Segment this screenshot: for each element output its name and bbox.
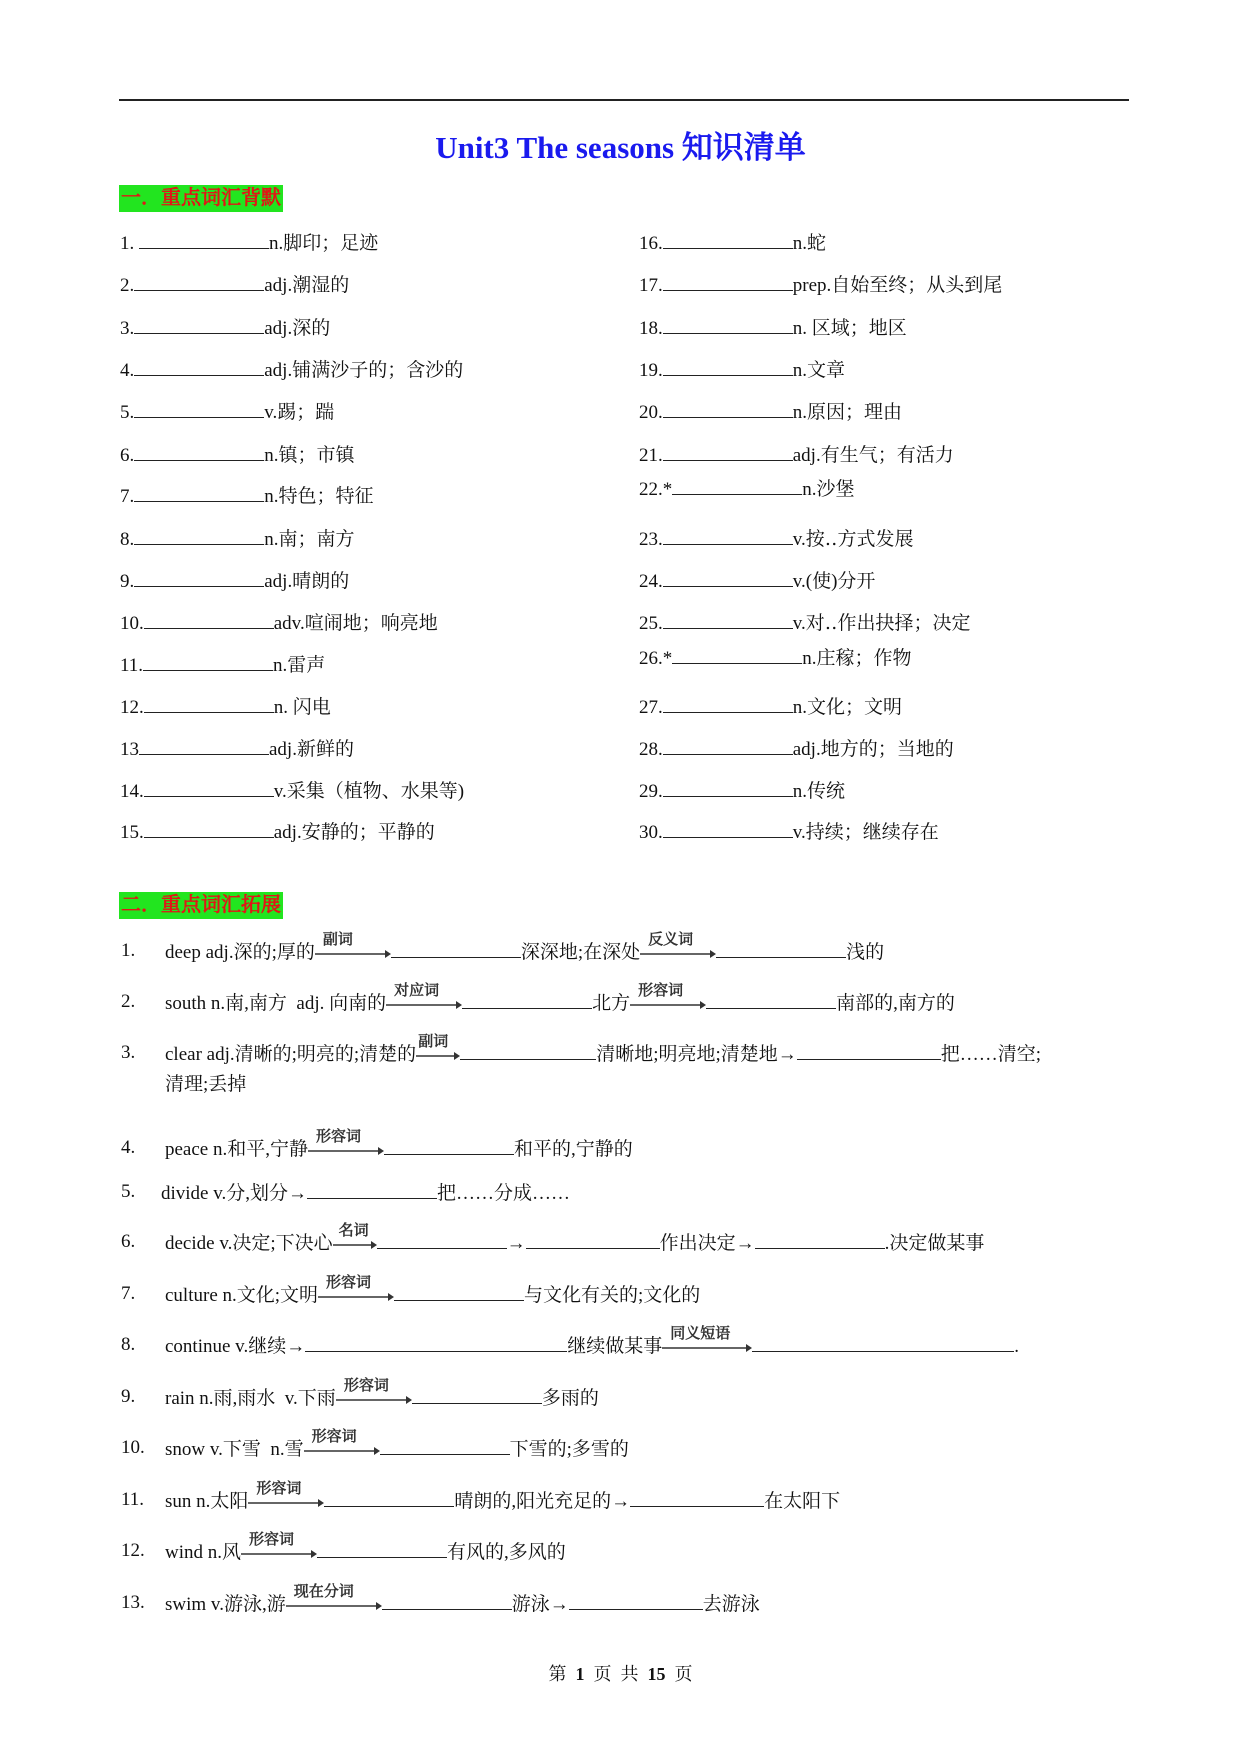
vocab-item <box>639 440 954 468</box>
word-meaning: v.(使)分开 <box>792 571 876 592</box>
answer-blank[interactable] <box>706 988 836 1009</box>
answer-blank[interactable] <box>460 1039 596 1060</box>
word-meaning: v.踢；踹 <box>264 402 335 423</box>
item-number: 8. <box>121 1334 136 1355</box>
word-info: 浅的 <box>846 942 885 963</box>
footer-text: 页 <box>674 1664 693 1684</box>
item-number: 9. <box>121 1386 136 1407</box>
item-number: 25. <box>639 613 663 634</box>
arrow-icon <box>286 1582 382 1619</box>
word-info: 在太阳下 <box>764 1491 841 1512</box>
vocab-item <box>639 270 1002 298</box>
arrow-icon <box>662 1324 752 1361</box>
vocab-item <box>120 524 355 552</box>
item-number: 30. <box>639 822 663 843</box>
vocab-item <box>639 776 845 804</box>
answer-blank[interactable] <box>134 481 264 502</box>
section-1-label: 一．重点词汇背默 <box>119 185 283 212</box>
item-number: 8. <box>120 529 135 550</box>
item-number: 12. <box>121 1540 145 1561</box>
item-number: 23. <box>639 529 663 550</box>
item-number: 13. <box>121 1592 145 1613</box>
answer-blank[interactable] <box>317 1537 447 1558</box>
vocab-item <box>639 734 954 762</box>
arrow-icon <box>630 981 706 1018</box>
vocab-item <box>639 474 855 502</box>
item-number: 28. <box>639 739 663 760</box>
word-info: culture n.文化;文明 <box>165 1285 319 1306</box>
vocab-item <box>120 650 325 678</box>
word-info: decide v.决定;下决心 <box>165 1233 333 1254</box>
vocab-item <box>639 397 902 425</box>
word-info: deep adj.深的;厚的 <box>165 942 315 963</box>
word-info: 北方 <box>592 993 631 1014</box>
answer-blank[interactable] <box>139 228 269 249</box>
word-info: 游泳→ <box>511 1594 569 1615</box>
vocab-item <box>120 566 349 594</box>
word-meaning: adj.铺满沙子的；含沙的 <box>264 360 464 381</box>
item-number: 11. <box>121 1489 145 1510</box>
vocab-item <box>639 608 970 636</box>
answer-blank[interactable] <box>144 608 274 629</box>
answer-blank[interactable] <box>391 937 521 958</box>
item-number: 4. <box>121 1137 136 1158</box>
answer-blank[interactable] <box>305 1331 567 1352</box>
arrow-label: 反义词 <box>648 930 694 948</box>
answer-blank[interactable] <box>324 1486 454 1507</box>
arrow-label: 同义短语 <box>670 1324 731 1342</box>
answer-blank[interactable] <box>526 1228 660 1249</box>
item-number: 1. <box>121 940 136 961</box>
answer-blank[interactable] <box>752 1331 1014 1352</box>
arrow-label: 副词 <box>418 1032 449 1050</box>
item-number: 12. <box>120 697 144 718</box>
item-number: 22.* <box>639 479 673 500</box>
word-info: peace n.和平,宁静 <box>165 1139 308 1160</box>
word-meaning: n.脚印；足迹 <box>269 233 379 254</box>
arrow-label: 形容词 <box>315 1127 361 1145</box>
word-meaning: adj.安静的；平静的 <box>273 822 435 843</box>
arrow-label: 形容词 <box>326 1273 372 1291</box>
word-info: 晴朗的,阳光充足的→ <box>454 1491 631 1512</box>
item-number: 15. <box>120 822 144 843</box>
word-info: 下雪的;多雪的 <box>509 1439 629 1460</box>
answer-blank[interactable] <box>663 270 793 291</box>
word-info: . <box>1014 1336 1019 1357</box>
item-number: 6. <box>120 445 135 466</box>
item-number: 20. <box>639 402 663 423</box>
word-meaning: n.文化；文明 <box>792 697 903 718</box>
answer-blank[interactable] <box>663 692 793 713</box>
word-meaning: n.传统 <box>792 781 846 802</box>
word-meaning: n.雷声 <box>273 655 326 676</box>
arrow-icon <box>640 930 716 967</box>
arrow-icon <box>248 1479 324 1516</box>
word-meaning: adj.有生气；有活力 <box>792 445 954 466</box>
vocab-item <box>120 776 464 804</box>
answer-blank[interactable] <box>144 817 274 838</box>
word-meaning: prep.自始至终；从头到尾 <box>792 275 1003 296</box>
word-meaning: n.庄稼；作物 <box>802 648 912 669</box>
answer-blank[interactable] <box>384 1134 514 1155</box>
answer-blank[interactable] <box>144 776 274 797</box>
arrow-label: 名词 <box>338 1221 369 1239</box>
word-meaning: n. 闪电 <box>273 697 331 718</box>
item-number: 2. <box>121 991 136 1012</box>
vocab-item <box>120 608 438 636</box>
page-title: Unit3 The seasons 知识清单 <box>435 130 806 165</box>
answer-blank[interactable] <box>144 692 274 713</box>
word-info: continue v.继续→ <box>165 1336 306 1357</box>
vocab-item <box>120 355 463 383</box>
current-page: 1 <box>575 1664 585 1684</box>
item-number: 3. <box>120 318 135 339</box>
word-meaning: n.蛇 <box>792 233 827 254</box>
vocab-item <box>120 817 435 845</box>
word-info: rain n.雨,雨水 v.下雨 <box>165 1388 336 1409</box>
arrow-icon <box>333 1221 377 1258</box>
word-info: .决定做某事 <box>884 1233 985 1254</box>
arrow-label: 形容词 <box>311 1427 357 1445</box>
word-info: 多雨的 <box>541 1388 599 1409</box>
word-info: → <box>506 1233 526 1254</box>
word-info: 有风的,多风的 <box>447 1542 566 1563</box>
item-number: 4. <box>120 360 135 381</box>
word-info: 去游泳 <box>702 1594 760 1615</box>
vocab-item <box>120 481 374 509</box>
word-meaning: adj.地方的；当地的 <box>792 739 954 760</box>
item-number: 11. <box>120 655 144 676</box>
word-info-continued: 清理;丢掉 <box>165 1074 247 1095</box>
item-number: 13 <box>120 739 139 760</box>
word-info: sun n.太阳 <box>165 1491 249 1512</box>
page-footer <box>0 1660 1241 1686</box>
word-meaning: n.特色；特征 <box>264 486 374 507</box>
arrow-label: 对应词 <box>394 981 440 999</box>
answer-blank[interactable] <box>134 270 264 291</box>
answer-blank[interactable] <box>143 650 273 671</box>
word-meaning: adj.新鲜的 <box>269 739 354 760</box>
answer-blank[interactable] <box>663 440 793 461</box>
answer-blank[interactable] <box>663 355 793 376</box>
arrow-icon <box>336 1376 412 1413</box>
answer-blank[interactable] <box>672 643 802 664</box>
word-meaning: n.沙堡 <box>802 479 855 500</box>
answer-blank[interactable] <box>663 817 793 838</box>
word-info: 清晰地;明亮地;清楚地→ <box>596 1044 797 1065</box>
answer-blank[interactable] <box>134 440 264 461</box>
arrow-icon <box>315 930 391 967</box>
word-meaning: n.原因；理由 <box>792 402 903 423</box>
answer-blank[interactable] <box>134 313 264 334</box>
total-pages: 15 <box>647 1664 666 1684</box>
word-meaning: v.持续；继续存在 <box>792 822 939 843</box>
word-info: 把……清空; <box>940 1044 1042 1065</box>
answer-blank[interactable] <box>134 566 264 587</box>
arrow-label: 形容词 <box>638 981 684 999</box>
answer-blank[interactable] <box>377 1228 507 1249</box>
answer-blank[interactable] <box>134 397 264 418</box>
item-number: 6. <box>121 1231 136 1252</box>
answer-blank[interactable] <box>797 1039 941 1060</box>
vocab-item <box>120 440 355 468</box>
footer-text: 共 <box>620 1664 639 1684</box>
answer-blank[interactable] <box>663 566 793 587</box>
vocab-item <box>120 734 354 762</box>
arrow-label: 形容词 <box>256 1479 302 1497</box>
vocab-item <box>120 313 330 341</box>
answer-blank[interactable] <box>382 1589 512 1610</box>
word-info: 和平的,宁静的 <box>513 1139 633 1160</box>
vocab-item <box>639 643 912 671</box>
answer-blank[interactable] <box>134 355 264 376</box>
item-number: 17. <box>639 275 663 296</box>
item-number: 7. <box>121 1283 136 1304</box>
item-number: 21. <box>639 445 663 466</box>
word-meaning: n.文章 <box>792 360 846 381</box>
item-number: 27. <box>639 697 663 718</box>
answer-blank[interactable] <box>663 397 793 418</box>
arrow-icon <box>304 1427 380 1464</box>
arrow-label: 现在分词 <box>293 1582 354 1600</box>
vocab-item <box>639 228 826 256</box>
arrow-icon <box>318 1273 394 1310</box>
vocab-item <box>639 692 902 720</box>
item-number: 7. <box>120 486 135 507</box>
word-meaning: adj.深的 <box>264 318 331 339</box>
answer-blank[interactable] <box>663 313 793 334</box>
vocab-item <box>639 313 907 341</box>
answer-blank[interactable] <box>755 1228 885 1249</box>
item-number: 24. <box>639 571 663 592</box>
arrow-icon <box>241 1530 317 1567</box>
word-info: 把……分成…… <box>437 1183 571 1204</box>
word-info: wind n.风 <box>165 1542 242 1563</box>
word-meaning: v.采集（植物、水果等) <box>273 781 465 802</box>
answer-blank[interactable] <box>134 524 264 545</box>
answer-blank[interactable] <box>663 776 793 797</box>
arrow-icon <box>308 1127 384 1164</box>
item-number: 19. <box>639 360 663 381</box>
answer-blank[interactable] <box>663 734 793 755</box>
vocab-item <box>120 270 349 298</box>
vocab-item <box>639 355 845 383</box>
item-number: 10. <box>120 613 144 634</box>
answer-blank[interactable] <box>663 524 793 545</box>
word-info: 继续做某事 <box>567 1336 663 1357</box>
item-number: 5. <box>120 402 135 423</box>
item-number: 14. <box>120 781 144 802</box>
arrow-label: 副词 <box>322 930 353 948</box>
word-info: swim v.游泳,游 <box>165 1594 286 1615</box>
word-info: south n.南,南方 adj. 向南的 <box>165 993 387 1014</box>
word-meaning: n.南；南方 <box>264 529 355 550</box>
word-meaning: adv.喧闹地；响亮地 <box>273 613 438 634</box>
header-rule <box>119 99 1129 101</box>
word-info: 与文化有关的;文化的 <box>524 1285 701 1306</box>
vocab-item <box>639 524 913 552</box>
vocab-item <box>120 692 331 720</box>
item-number: 26.* <box>639 648 673 669</box>
arrow-label: 形容词 <box>249 1530 295 1548</box>
word-info: 南部的,南方的 <box>836 993 955 1014</box>
word-info: clear adj.清晰的;明亮的;清楚的 <box>165 1044 417 1065</box>
vocab-item <box>120 397 334 425</box>
answer-blank[interactable] <box>663 228 793 249</box>
answer-blank[interactable] <box>672 474 802 495</box>
answer-blank[interactable] <box>412 1383 542 1404</box>
answer-blank[interactable] <box>139 734 269 755</box>
word-meaning: n. 区域；地区 <box>792 318 907 339</box>
answer-blank[interactable] <box>630 1486 764 1507</box>
answer-blank[interactable] <box>663 608 793 629</box>
footer-text: 第 <box>548 1664 567 1684</box>
item-number: 9. <box>120 571 135 592</box>
answer-blank[interactable] <box>569 1589 703 1610</box>
word-info: divide v.分,划分→ <box>161 1183 308 1204</box>
item-number: 29. <box>639 781 663 802</box>
answer-blank[interactable] <box>394 1280 524 1301</box>
answer-blank[interactable] <box>380 1434 510 1455</box>
answer-blank[interactable] <box>307 1178 437 1199</box>
arrow-icon <box>386 981 462 1018</box>
word-meaning: adj.潮湿的 <box>264 275 350 296</box>
word-meaning: v.对‥作出抉择；决定 <box>792 613 971 634</box>
arrow-label: 形容词 <box>343 1376 389 1394</box>
arrow-icon <box>416 1032 460 1069</box>
footer-text: 页 <box>593 1664 612 1684</box>
word-info: 作出决定→ <box>659 1233 755 1254</box>
item-number: 10. <box>121 1437 145 1458</box>
answer-blank[interactable] <box>462 988 592 1009</box>
vocab-item <box>639 566 875 594</box>
word-meaning: adj.晴朗的 <box>264 571 350 592</box>
word-meaning: v.按‥方式发展 <box>792 529 914 550</box>
item-number: 18. <box>639 318 663 339</box>
vocab-item <box>120 228 378 256</box>
item-number: 16. <box>639 233 663 254</box>
answer-blank[interactable] <box>716 937 846 958</box>
item-number: 2. <box>120 275 135 296</box>
word-meaning: n.镇；市镇 <box>264 445 355 466</box>
section-2-label: 二．重点词汇拓展 <box>119 892 283 919</box>
item-number: 1. <box>120 233 139 254</box>
item-number: 3. <box>121 1042 136 1063</box>
word-info: 深深地;在深处 <box>520 942 641 963</box>
item-number: 5. <box>121 1181 136 1202</box>
vocab-item <box>639 817 939 845</box>
word-info: snow v.下雪 n.雪 <box>165 1439 304 1460</box>
